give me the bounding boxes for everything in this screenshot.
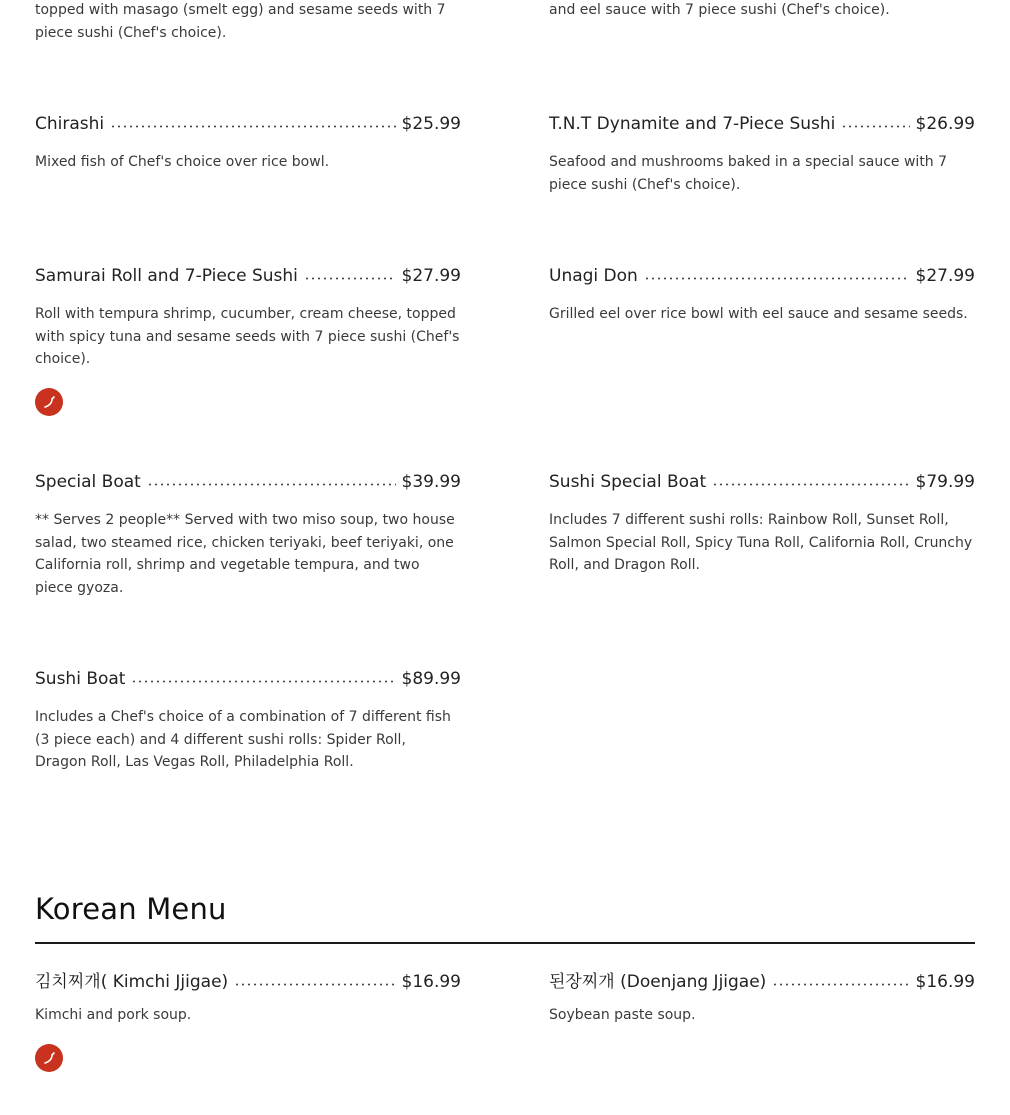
chili-pepper-icon: [35, 1044, 63, 1072]
item-price: $25.99: [401, 114, 461, 134]
item-description: Includes 7 different sushi rolls: Rainbow Roll, Sunset Roll, Salmon Special Roll, Spicy Tuna Roll, California Roll, Crunchy Roll, and Dragon Roll.: [549, 512, 973, 574]
item-description: Seafood and mushrooms baked in a special sauce with 7 piece sushi (Chef's choice).: [549, 154, 948, 193]
section-title-korean-menu: Korean Menu: [35, 892, 227, 926]
item-description: Includes a Chef's choice of a combination of 7 different fish (3 piece each) and 4 different sushi rolls: Spider Roll, Dragon Roll, Las Vegas Roll, Philadelphia Roll.: [35, 709, 451, 771]
dot-leader: [110, 118, 395, 128]
chili-pepper-icon: [35, 388, 63, 416]
item-price: $27.99: [915, 266, 975, 286]
item-description: ** Serves 2 people** Served with two miso soup, two house salad, two steamed rice, chicken teriyaki, beef teriyaki, one California roll, shrimp and vegetable tempura, and two piece gyoza.: [35, 512, 455, 596]
item-name: Sushi Special Boat: [549, 472, 707, 492]
item-description-fragment: and eel sauce with 7 piece sushi (Chef's choice).: [549, 2, 890, 18]
menu-item-samurai-roll: [35, 266, 461, 368]
dot-leader: [234, 976, 395, 986]
menu-item-unagi-don: [549, 266, 975, 322]
menu-item-special-boat: [35, 472, 461, 596]
dot-leader: [131, 673, 395, 683]
item-price: $26.99: [915, 114, 975, 134]
section-divider: [35, 942, 975, 944]
item-price: $16.99: [401, 972, 461, 992]
dot-leader: [644, 270, 910, 280]
item-description: Kimchi and pork soup.: [35, 1007, 192, 1023]
item-price: $89.99: [401, 669, 461, 689]
item-price: $16.99: [915, 972, 975, 992]
menu-item-sushi-boat: [35, 669, 461, 771]
item-description-fragment: topped with masago (smelt egg) and sesame seeds with 7 piece sushi (Chef's choice).: [35, 2, 446, 41]
item-name: T.N.T Dynamite and 7-Piece Sushi: [549, 114, 836, 134]
dot-leader: [304, 270, 396, 280]
item-name: Chirashi: [35, 114, 105, 134]
dot-leader: [147, 476, 396, 486]
menu-item-chirashi: [35, 114, 461, 170]
dot-leader: [772, 976, 909, 986]
menu-item-tnt-dynamite: [549, 114, 975, 193]
item-price: $39.99: [401, 472, 461, 492]
item-description: Roll with tempura shrimp, cucumber, cream cheese, topped with spicy tuna and sesame seeds with 7 piece sushi (Chef's choice).: [35, 306, 460, 368]
item-description: Grilled eel over rice bowl with eel sauce and sesame seeds.: [549, 306, 968, 322]
dot-leader: [841, 118, 909, 128]
menu-item-doenjang-jjigae: [549, 967, 975, 1023]
menu-item-kimchi-jjigae: [35, 967, 461, 1023]
item-name: 김치찌개( Kimchi Jjigae): [35, 972, 229, 992]
item-name: Special Boat: [35, 472, 141, 492]
item-description: Soybean paste soup.: [549, 1007, 696, 1023]
item-name: 된장찌개 (Doenjang Jjigae): [549, 972, 767, 992]
item-price: $79.99: [915, 472, 975, 492]
item-name: Unagi Don: [549, 266, 638, 286]
item-name: Samurai Roll and 7-Piece Sushi: [35, 266, 298, 286]
item-name: Sushi Boat: [35, 669, 126, 689]
dot-leader: [712, 476, 909, 486]
item-price: $27.99: [401, 266, 461, 286]
item-description: Mixed fish of Chef's choice over rice bowl.: [35, 154, 330, 170]
menu-item-sushi-special-boat: [549, 472, 975, 574]
